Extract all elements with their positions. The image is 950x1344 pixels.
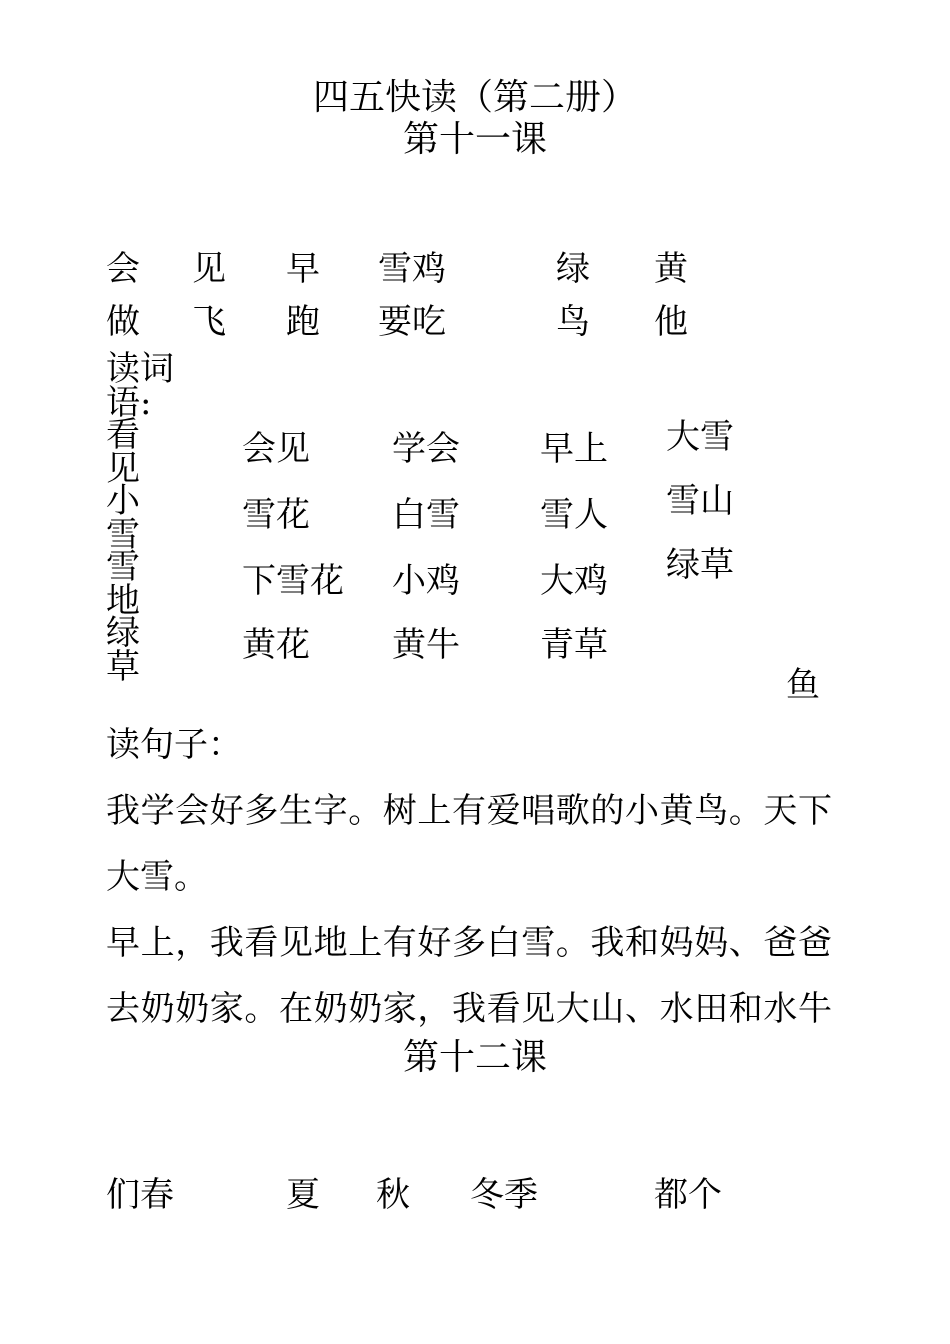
word-item: 白雪	[392, 495, 460, 535]
left-word: 看见	[106, 415, 140, 489]
word-item: 黄花	[242, 625, 310, 665]
sentence-line: 大雪。	[106, 857, 208, 897]
char-item: 都个	[654, 1175, 722, 1215]
char-item: 们春	[106, 1175, 174, 1215]
stray-char: 鱼	[786, 665, 820, 705]
word-item: 雪花	[242, 495, 310, 535]
char-item: 做	[106, 302, 140, 342]
document-title: 四五快读（第二册）	[312, 77, 637, 118]
words-label: 读词语:	[106, 349, 174, 423]
char-item: 会	[106, 249, 140, 289]
lesson-12-title: 第十二课	[402, 1037, 547, 1078]
word-item: 雪人	[540, 495, 608, 535]
char-item: 跑	[286, 302, 320, 342]
left-word: 雪地	[106, 547, 140, 621]
word-item: 青草	[540, 625, 608, 665]
left-word: 小雪	[106, 481, 140, 555]
word-item: 下雪花	[242, 561, 344, 601]
right-word: 绿草	[666, 545, 734, 585]
char-item: 早	[286, 249, 320, 289]
word-item: 小鸡	[392, 561, 460, 601]
lesson-11-title: 第十一课	[402, 119, 547, 160]
word-item: 会见	[242, 429, 310, 469]
sentences-label: 读句子：	[106, 725, 242, 765]
right-word: 大雪	[666, 417, 734, 457]
char-item: 雪鸡	[378, 249, 446, 289]
word-item: 早上	[540, 429, 608, 469]
char-item: 他	[654, 302, 688, 342]
char-item: 飞	[192, 302, 226, 342]
sentence-line: 早上，我看见地上有好多白雪。我和妈妈、爸爸	[106, 923, 833, 963]
word-item: 大鸡	[540, 561, 608, 601]
word-item: 黄牛	[392, 625, 460, 665]
char-item: 要吃	[378, 302, 446, 342]
char-item: 见	[192, 249, 226, 289]
word-item: 学会	[392, 429, 460, 469]
char-item: 绿	[556, 249, 590, 289]
char-item: 黄	[654, 249, 688, 289]
char-item: 夏	[286, 1175, 320, 1215]
char-item: 鸟	[556, 302, 590, 342]
right-word: 雪山	[666, 481, 734, 521]
left-word: 绿草	[106, 613, 140, 687]
sentence-line: 去奶奶家。在奶奶家，我看见大山、水田和水牛	[106, 989, 833, 1029]
char-item: 秋	[376, 1175, 410, 1215]
char-item: 冬季	[470, 1175, 538, 1215]
sentence-line: 我学会好多生字。树上有爱唱歌的小黄鸟。天下	[106, 791, 833, 831]
